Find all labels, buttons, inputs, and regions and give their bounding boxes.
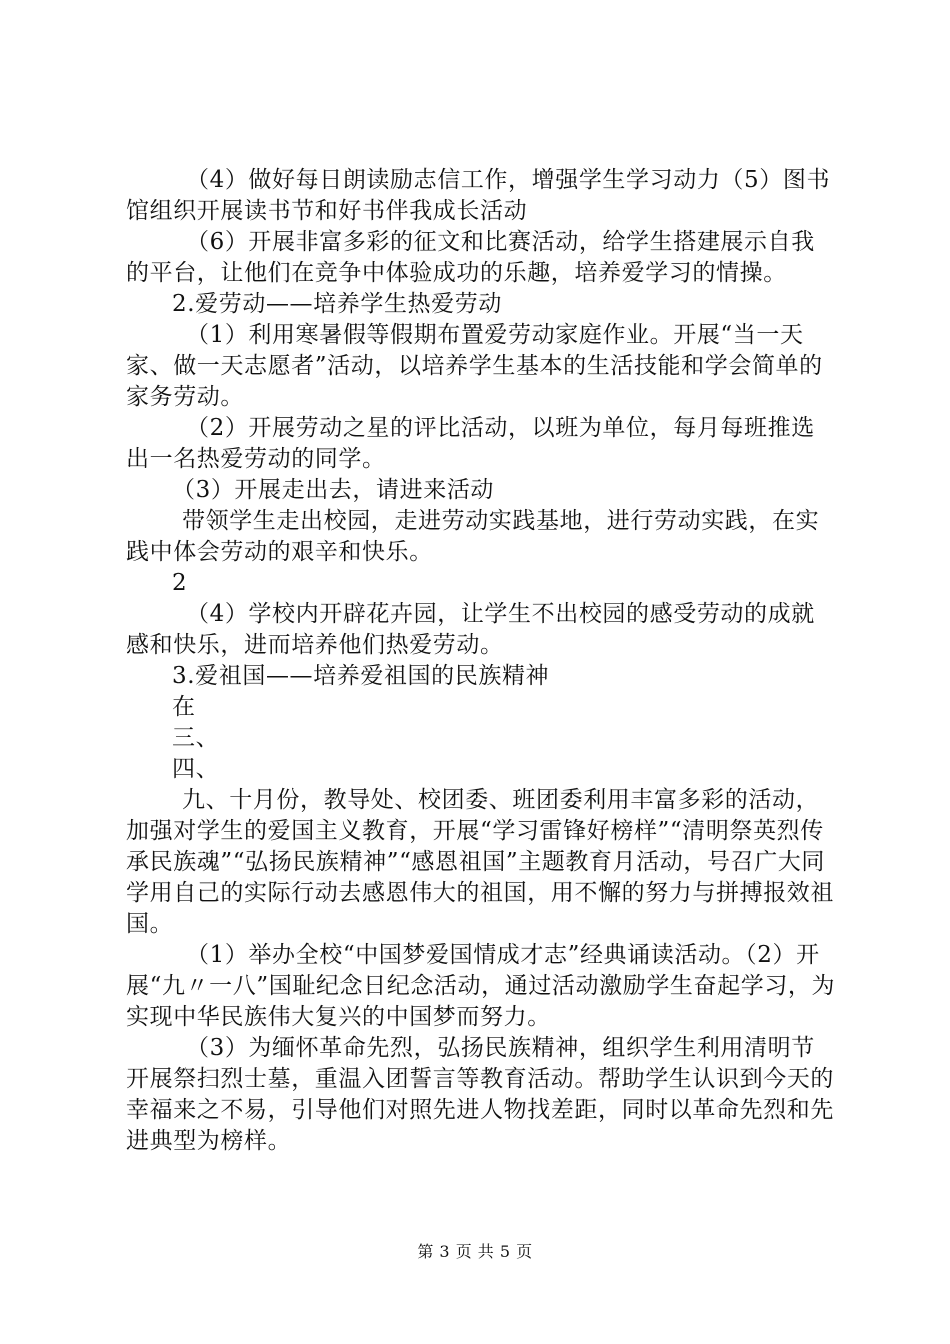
- paragraph-practice-base: 带领学生走出校园，走进劳动实践基地，进行劳动实践，在实践中体会劳动的艰辛和快乐。: [126, 508, 820, 565]
- paragraph-holiday-homework: （1）利用寒暑假等假期布置爱劳动家庭作业。开展“当一天家、做一天志愿者”活动，以培养学生基本的生活技能和学会简单的家务劳动。: [126, 322, 823, 410]
- heading-love-labor: 2.爱劳动——培养学生热爱劳动: [172, 291, 502, 317]
- paragraph-stray-number: 2: [172, 570, 188, 596]
- paragraph-flower-garden: （4）学校内开辟花卉园，让学生不出校园的感受劳动的成就感和快乐，进而培养他们热爱劳动。: [126, 601, 815, 658]
- paragraph-patriotic-education: 九、十月份，教导处、校团委、班团委利用丰富多彩的活动，加强对学生的爱国主义教育，开展“学习雷锋好榜样”“清明祭英烈传承民族魂”“弘扬民族精神”“感恩祖国”主题教育月活动，号召广大同学用自己的实际行动去感恩伟大的祖国，用不懈的努力与拼搏报效祖国。: [126, 787, 834, 937]
- paragraph-essay-contest: （6）开展非富多彩的征文和比赛活动，给学生搭建展示自我的平台，让他们在竞争中体验成功的乐趣，培养爱学习的情操。: [126, 229, 815, 286]
- paragraph-labor-star: （2）开展劳动之星的评比活动，以班为单位，每月每班推选出一名热爱劳动的同学。: [126, 415, 815, 472]
- paragraph-reading-activities: （4）做好每日朗读励志信工作，增强学生学习动力（5）图书馆组织开展读书节和好书伴我成长活动: [126, 167, 831, 224]
- paragraph-classic-reading: （1）举办全校“中国梦爱国情成才志”经典诵读活动。（2）开展“九〃一八”国耻纪念日纪念活动，通过活动激励学生奋起学习，为实现中华民族伟大复兴的中国梦而努力。: [126, 942, 836, 1030]
- heading-love-motherland: 3.爱祖国——培养爱祖国的民族精神: [172, 663, 550, 689]
- paragraph-go-out-invite-in: （3）开展走出去，请进来活动: [172, 477, 495, 503]
- paragraph-martyrs-tomb: （3）为缅怀革命先烈，弘扬民族精神，组织学生利用清明节开展祭扫烈士墓，重温入团誓言等教育活动。帮助学生认识到今天的幸福来之不易，引导他们对照先进人物找差距，同时以革命先烈和先进典型为榜样。: [126, 1035, 834, 1154]
- document-body: [126, 165, 836, 1157]
- page-footer: 第 3 页 共 5 页: [417, 1242, 533, 1261]
- paragraph-fragment-three: 三、: [172, 725, 220, 751]
- paragraph-fragment-zai: 在: [172, 694, 196, 720]
- paragraph-fragment-four: 四、: [172, 756, 220, 782]
